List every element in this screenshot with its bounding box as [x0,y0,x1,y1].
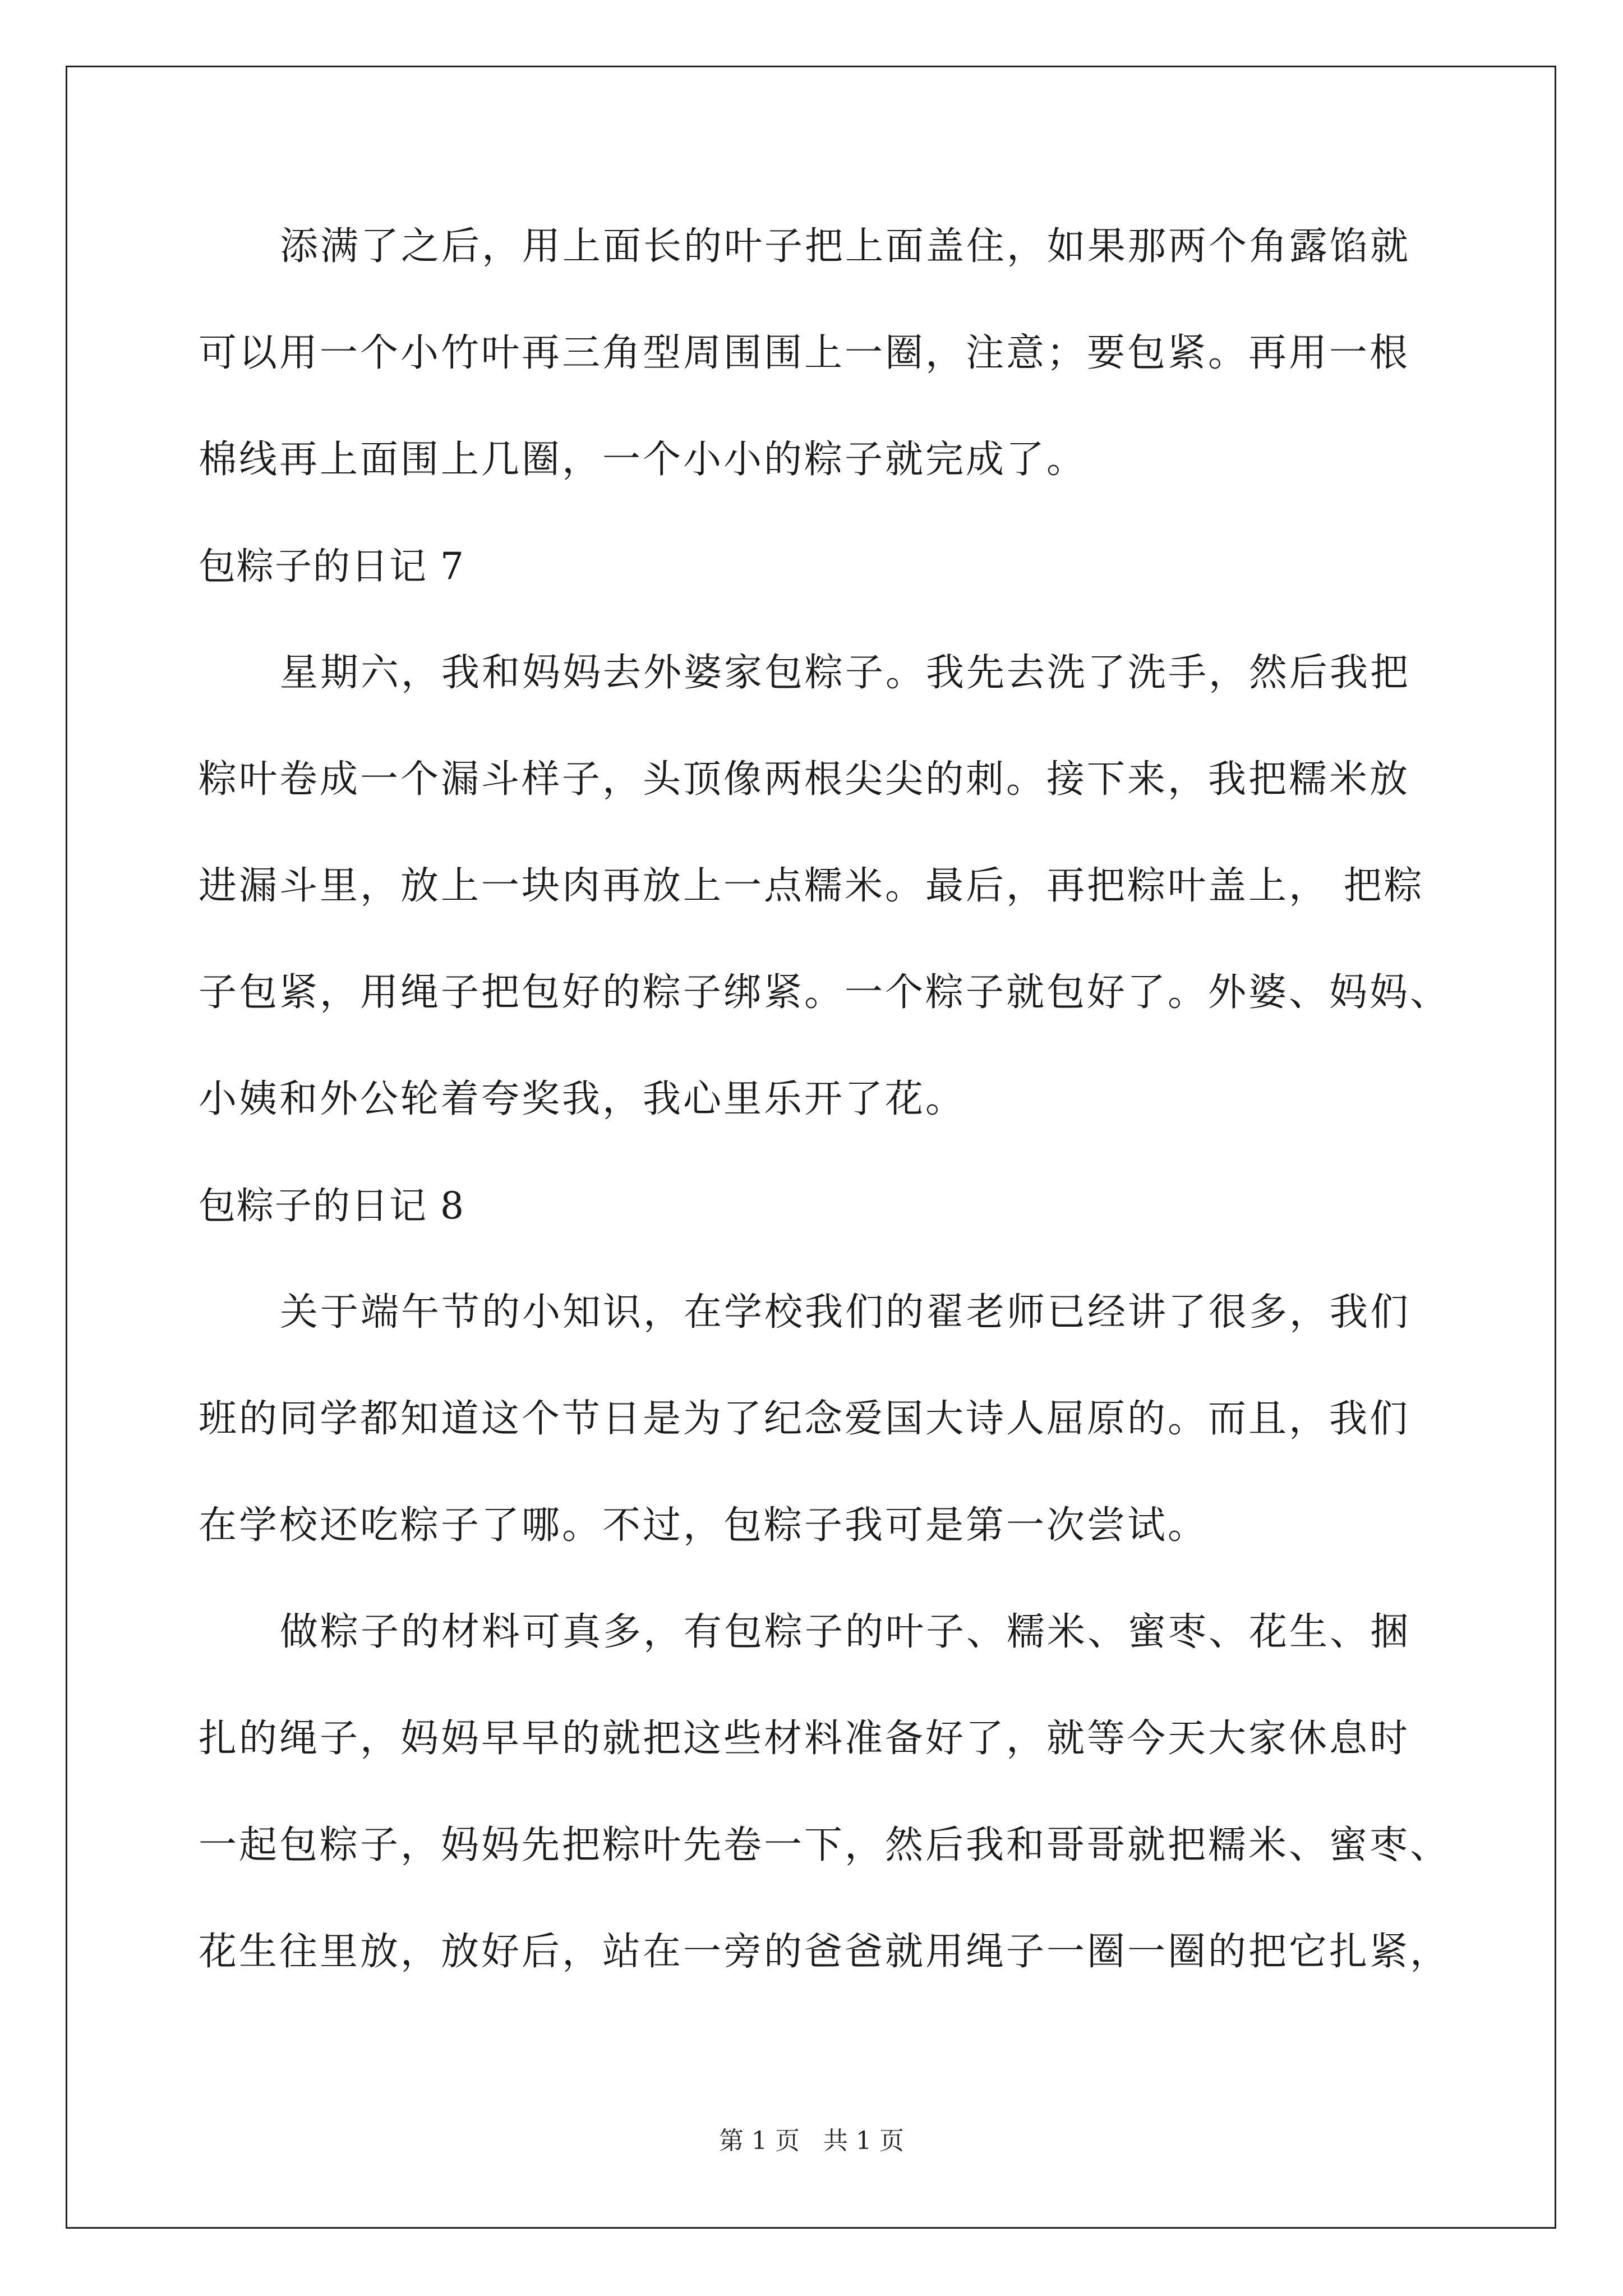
paragraph-line: 小姨和外公轮着夸奖我，我心里乐开了花。 [199,1077,966,1121]
paragraph-line: 棉线再上面围上几圈，一个小小的粽子就完成了。 [199,438,1087,482]
section-heading: 包粽子的日记 7 [199,545,465,588]
paragraph-line: 添满了之后，用上面长的叶子把上面盖住，如果那两个角露馅就 [280,224,1411,269]
paragraph-line: 关于端午节的小知识，在学校我们的翟老师已经讲了很多，我们 [280,1290,1411,1335]
paragraph-line: 粽叶卷成一个漏斗样子，头顶像两根尖尖的刺。接下来，我把糯米放 [199,757,1410,802]
paragraph-line: 在学校还吃粽子了哪。不过，包粽子我可是第一次尝试。 [199,1503,1209,1548]
paragraph-line: 星期六，我和妈妈去外婆家包粽子。我先去洗了洗手，然后我把 [280,651,1411,695]
section-heading: 包粽子的日记 8 [199,1184,465,1227]
paragraph-line: 扎的绳子，妈妈早早的就把这些材料准备好了，就等今天大家休息时 [199,1717,1410,1761]
page-total: 共 1 页 [823,2127,904,2155]
paragraph-line: 进漏斗里，放上一块肉再放上一点糯米。最后，再把粽叶盖上， 把粽 [199,864,1424,908]
paragraph-line: 可以用一个小竹叶再三角型周围围上一圈，注意；要包紧。再用一根 [199,331,1410,375]
paragraph-line: 子包紧，用绳子把包好的粽子绑紧。一个粽子就包好了。外婆、妈妈、 [199,970,1451,1015]
paragraph-line: 做粽子的材料可真多，有包粽子的叶子、糯米、蜜枣、花生、捆 [280,1610,1411,1654]
paragraph-line: 班的同学都知道这个节日是为了纪念爱国大诗人屈原的。而且，我们 [199,1397,1410,1441]
page-footer [0,2124,1623,2158]
page-number: 第 1 页 [719,2127,800,2155]
page-border [66,66,1556,2229]
paragraph-line: 花生往里放，放好后，站在一旁的爸爸就用绳子一圈一圈的把它扎紧， [199,1930,1451,1974]
paragraph-line: 一起包粽子，妈妈先把粽叶先卷一下，然后我和哥哥就把糯米、蜜枣、 [199,1823,1451,1867]
